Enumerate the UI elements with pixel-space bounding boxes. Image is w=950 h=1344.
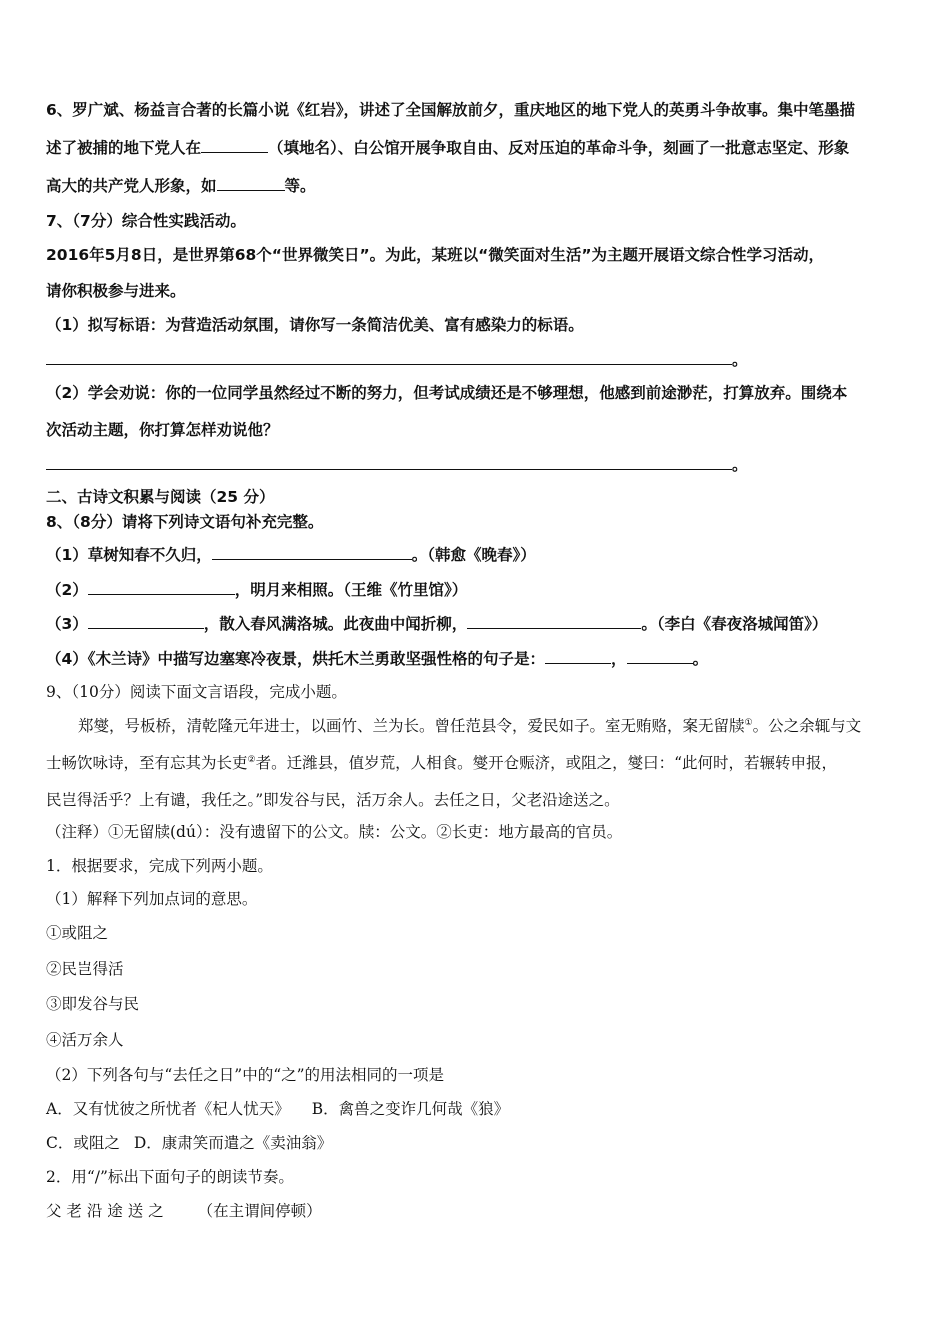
q9-text-2a: 士畅饮咏诗，至有忘其为长吏 [46,754,248,772]
q8-line-1 [46,545,536,565]
q9-word-2: ②民岂得活 [46,960,124,978]
q9-word-1: ①或阻之 [46,924,109,942]
q9-text-2b: 者。迁潍县，值岁荒，人相食。燮开仓赈济，或阻之，燮曰：“此何时，若辗转申报， [255,754,838,772]
q9-text-1a: 郑燮，号板桥，清乾隆元年进士，以画竹、兰为长。曾任范县令，爱民如子。室无贿赂，案无留牍 [78,717,745,735]
q8-line-4-pre: （4）《木兰诗》中描写边塞寒冷夜景，烘托木兰勇敢坚强性格的句子是： [46,650,546,668]
q6-line-3-pre: 高大的共产党人形象，如 [46,177,217,195]
q6-line-1: 6、罗广斌、杨益言合著的长篇小说《红岩》，讲述了全国解放前夕，重庆地区的地下党人的英勇斗争故事。集中笔墨描 [46,101,856,119]
q7-part-2-line-1: （2）学会劝说：你的一位同学虽然经过不断的努力，但考试成绩还是不够理想，他感到前途渺茫，打算放弃。围绕本 [46,384,848,402]
q8-line-4-post: 。 [692,650,709,668]
q7-title: 7、（7分）综合性实践活动。 [46,212,246,230]
q9-sub-1-part-2: （2）下列各句与“去任之日”中的“之”的用法相同的一项是 [46,1066,445,1084]
q9-sub-2: 2．用“/”标出下面句子的朗读节奏。 [46,1168,294,1186]
option-b[interactable]: B．禽兽之变诈几何哉《狼》 [311,1100,510,1118]
q6-line-2-post: （填地名）、白公馆开展争取自由、反对压迫的革命斗争，刻画了一批意志坚定、形象 [268,139,850,157]
q9-word-4: ④活万余人 [46,1031,124,1049]
q8-line-1-pre: （1）草树知春不久归， [46,546,212,564]
q9-title: 9、（10分）阅读下面文言语段，完成小题。 [46,683,347,701]
q9-options-row-1 [46,1099,509,1119]
q6-blank-place[interactable] [201,138,268,153]
footnote-marker-1: ① [744,717,753,728]
rhythm-hint: （在主谓间停顿） [197,1202,322,1220]
q9-rhythm-line [46,1201,322,1221]
q9-text-1b: 。公之余辄与文 [752,717,862,735]
q9-word-3: ③即发谷与民 [46,995,140,1013]
q8-line-3 [46,614,827,634]
q6-line-3 [46,176,316,196]
footnote-marker-2: ② [247,754,256,765]
q7-intro-2: 请你积极参与进来。 [46,282,186,300]
q7-answer-line-2 [46,455,748,475]
q8-line-4 [46,649,708,669]
q7-persuade-blank[interactable] [46,455,732,470]
q9-sub-1: 1．根据要求，完成下列两小题。 [46,857,273,875]
q9-note: （注释）①无留牍(dú）：没有遗留下的公文。牍：公文。②长吏：地方最高的官员。 [46,823,623,841]
q8-blank-5[interactable] [545,649,611,664]
q8-line-2 [46,580,467,600]
q8-line-3-mid: ，散入春风满洛城。此夜曲中闻折柳， [203,615,468,633]
q8-line-2-pre: （2） [46,581,88,599]
rhythm-sentence: 父 老 沿 途 送 之 [46,1202,164,1220]
q6-line-2 [46,138,849,158]
q9-sub-1-part-1: （1）解释下列加点词的意思。 [46,890,258,908]
q7-slogan-blank[interactable] [46,350,732,365]
q7-answer-end-2: 。 [732,456,748,474]
q7-part-1: （1）拟写标语：为营造活动氛围，请你写一条简洁优美、富有感染力的标语。 [46,316,584,334]
q8-line-4-mid: ， [611,650,627,668]
q9-text-line-3: 民岂得活乎？上有谴，我任之。”即发谷与民，活万余人。去任之日，父老沿途送之。 [46,791,620,809]
q8-blank-4[interactable] [467,614,641,629]
q7-intro-1: 2016年5月8日，是世界第68个“世界微笑日”。为此，某班以“微笑面对生活”为主题开展语文综合性学习活动， [46,246,825,264]
q6-line-3-post: 等。 [284,177,316,195]
q7-part-2-line-2: 次活动主题，你打算怎样劝说他？ [46,421,279,439]
option-a[interactable]: A．又有忧彼之所忧者《杞人忧天》 [46,1100,290,1118]
q8-line-3-pre: （3） [46,615,88,633]
option-d[interactable]: D．康肃笑而遣之《卖油翁》 [133,1134,333,1152]
q9-text-line-1 [78,716,861,736]
q6-blank-person[interactable] [217,176,285,191]
q8-blank-2[interactable] [88,580,235,595]
q9-text-line-2 [46,753,837,773]
q8-blank-3[interactable] [88,614,204,629]
q7-answer-end-1: 。 [732,351,748,369]
q8-title: 8、（8分）请将下列诗文语句补充完整。 [46,513,324,531]
q8-line-3-post: 。（李白《春夜洛城闻笛》） [641,615,828,633]
q8-line-1-post: 。（韩愈《晚春》） [411,546,536,564]
q8-line-2-post: ，明月来相照。（王维《竹里馆》） [234,581,468,599]
section-2-heading: 二、古诗文积累与阅读（25 分） [46,488,275,506]
q8-blank-1[interactable] [212,545,412,560]
option-c[interactable]: C．或阻之 [46,1134,120,1152]
q6-line-2-pre: 述了被捕的地下党人在 [46,139,202,157]
q9-options-row-2 [46,1133,332,1153]
q8-blank-6[interactable] [627,649,693,664]
q7-answer-line-1 [46,350,748,370]
